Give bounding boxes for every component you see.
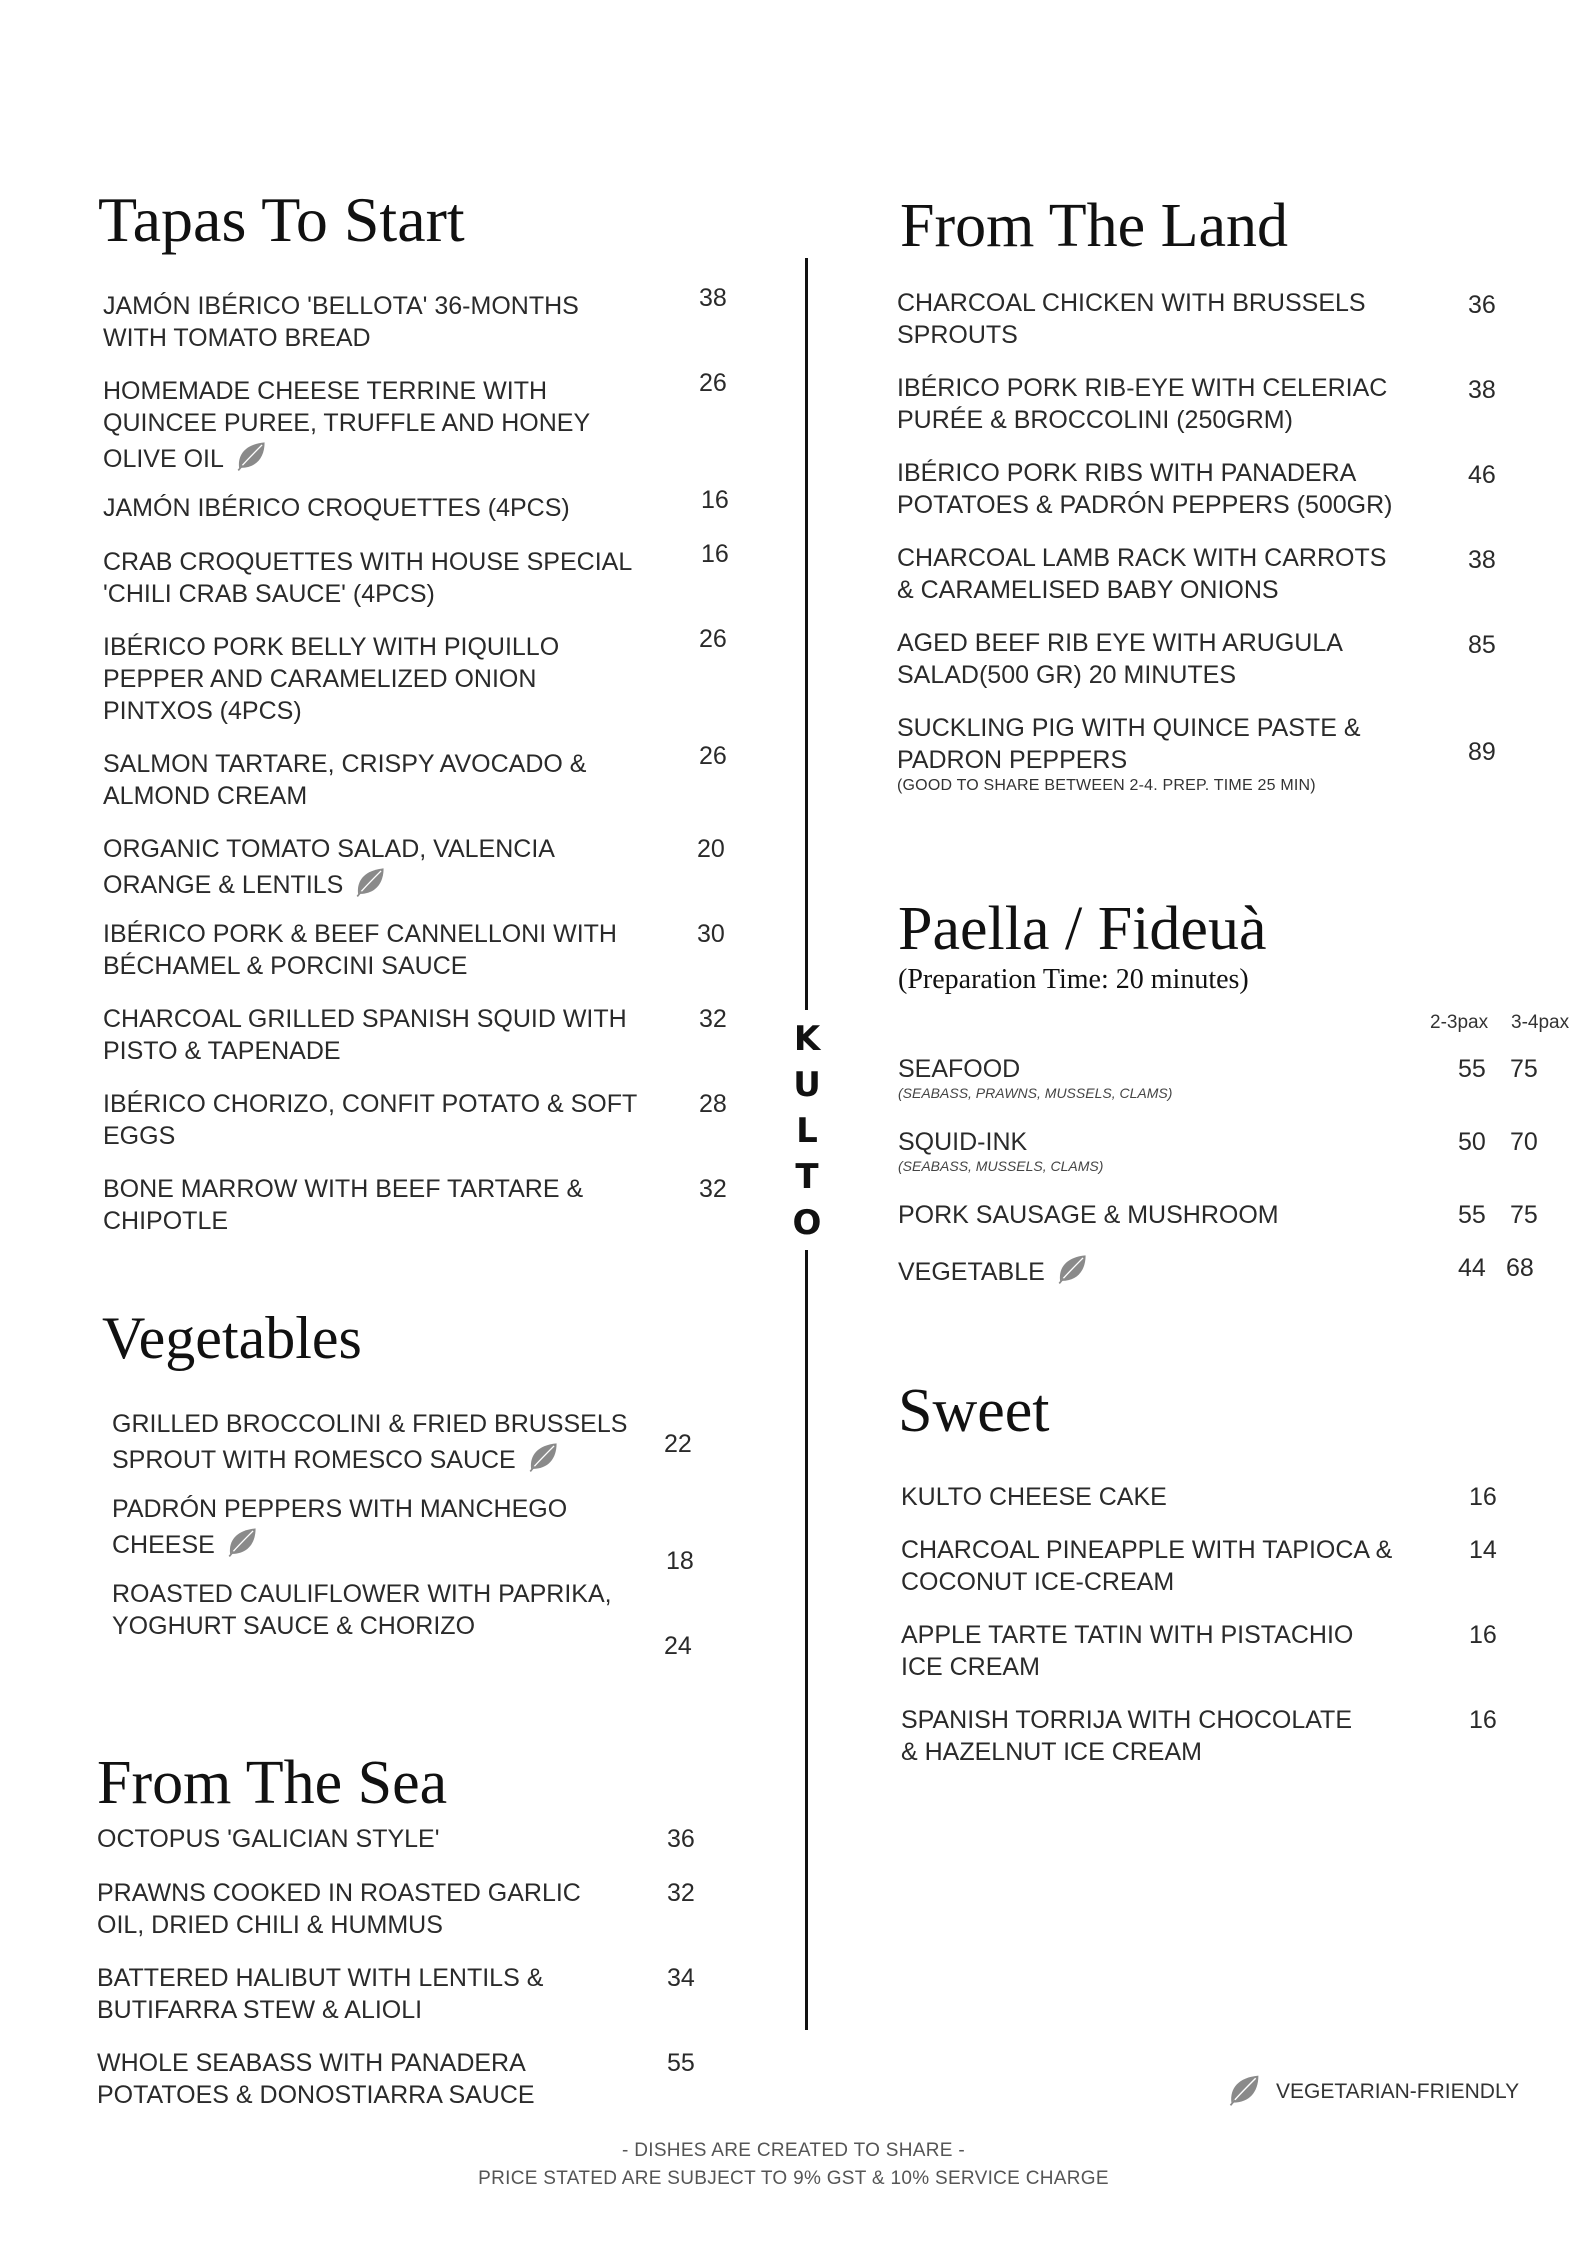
item-name: IBÉRICO PORK RIB-EYE WITH CELERIAC [897,374,1388,402]
brand-letter: L [796,1111,818,1151]
item-name: 'CHILI CRAB SAUCE' (4PCS) [103,580,435,608]
footer-price-note: PRICE STATED ARE SUBJECT TO 9% GST & 10% SERVICE CHARGE [478,2168,1109,2189]
leaf-icon [234,439,268,473]
item-name: JAMÓN IBÉRICO CROQUETTES (4PCS) [103,494,570,522]
item-price: 34 [667,1964,695,1992]
tapas-list [103,284,733,1250]
leaf-icon [225,1525,259,1559]
item-name: GRILLED BROCCOLINI & FRIED BRUSSELS [112,1410,628,1438]
brand-letter: O [792,1203,822,1243]
item-name: VEGETABLE [898,1258,1045,1286]
item-name: QUINCEE PUREE, TRUFFLE AND HONEY [103,409,591,437]
item-name: SPANISH TORRIJA WITH CHOCOLATE [901,1706,1352,1734]
item-subtitle: (SEABASS, MUSSELS, CLAMS) [898,1158,1104,1174]
leaf-icon [353,865,387,899]
item-name: POTATOES & PADRÓN PEPPERS (500GR) [897,491,1393,519]
item-price: 16 [1469,1706,1497,1734]
item-price: 16 [701,486,729,514]
item-name: SUCKLING PIG WITH QUINCE PASTE & [897,714,1361,742]
item-name: PINTXOS (4PCS) [103,697,302,725]
item-price: 30 [697,920,725,948]
item-price: 26 [699,369,727,397]
item-name: OIL, DRIED CHILI & HUMMUS [97,1911,443,1939]
item-price: 24 [664,1632,692,1660]
item-price: 16 [1469,1621,1497,1649]
item-name: SEAFOOD [898,1055,1021,1083]
item-name: SPROUT WITH ROMESCO SAUCE [112,1446,516,1474]
brand-letter: K [793,1019,821,1059]
tapas-title: Tapas To Start [98,184,465,255]
vegetables-list [112,1408,712,1660]
item-name: AGED BEEF RIB EYE WITH ARUGULA [897,629,1343,657]
item-price: 14 [1469,1536,1497,1564]
item-name: ALMOND CREAM [103,782,308,810]
item-name: PADRÓN PEPPERS WITH MANCHEGO [112,1495,568,1523]
item-name: CHARCOAL PINEAPPLE WITH TAPIOCA & [901,1536,1393,1564]
item-price: 38 [699,284,727,312]
item-name: IBÉRICO PORK BELLY WITH PIQUILLO [103,633,560,661]
item-name: ORGANIC TOMATO SALAD, VALENCIA [103,835,555,863]
item-price: 55 [667,2049,695,2077]
sea-list [97,1823,717,2123]
item-name: YOGHURT SAUCE & CHORIZO [112,1612,476,1640]
item-name: ICE CREAM [901,1653,1040,1681]
brand-letter: T [795,1157,819,1197]
item-name: SPROUTS [897,321,1018,349]
item-name: BONE MARROW WITH BEEF TARTARE & [103,1175,584,1203]
item-name: PEPPER AND CARAMELIZED ONION [103,665,537,693]
item-name: & HAZELNUT ICE CREAM [901,1738,1202,1766]
item-price: 28 [699,1090,727,1118]
item-note: (GOOD TO SHARE BETWEEN 2-4. PREP. TIME 25 MIN) [897,777,1316,794]
item-name: CHARCOAL GRILLED SPANISH SQUID WITH [103,1005,627,1033]
item-name: CHARCOAL LAMB RACK WITH CARROTS [897,544,1387,572]
item-name: EGGS [103,1122,176,1150]
item-price: 46 [1468,461,1496,489]
paella-subtitle: (Preparation Time: 20 minutes) [898,964,1249,995]
item-name: PRAWNS COOKED IN ROASTED GARLIC [97,1879,581,1907]
item-name: PISTO & TAPENADE [103,1037,341,1065]
sea-title: From The Sea [97,1749,448,1817]
item-price: 85 [1468,631,1496,659]
item-name: BÉCHAMEL & PORCINI SAUCE [103,952,468,980]
price-large: 75 [1510,1201,1538,1229]
price-small: 55 [1458,1201,1486,1229]
item-name: PURÉE & BROCCOLINI (250GRM) [897,406,1293,434]
item-name: SQUID-INK [898,1128,1028,1156]
sweet-title: Sweet [898,1377,1050,1445]
item-price: 32 [699,1175,727,1203]
item-name: SALMON TARTARE, CRISPY AVOCADO & [103,750,587,778]
item-name: KULTO CHEESE CAKE [901,1483,1167,1511]
price-small: 50 [1458,1128,1486,1156]
item-name: IBÉRICO PORK & BEEF CANNELLONI WITH [103,920,617,948]
item-price: 32 [699,1005,727,1033]
paella-title: Paella / Fideuà [898,895,1267,963]
item-price: 18 [666,1547,694,1575]
item-name: ROASTED CAULIFLOWER WITH PAPRIKA, [112,1580,612,1608]
vegetables-title: Vegetables [102,1305,362,1371]
item-price: 16 [701,540,729,568]
leaf-icon [1055,1252,1089,1286]
pax-small-header: 2-3pax [1430,1012,1489,1033]
item-name: SALAD(500 GR) 20 MINUTES [897,661,1236,689]
item-price: 22 [664,1430,692,1458]
item-name: HOMEMADE CHEESE TERRINE WITH [103,377,548,405]
item-name: CHARCOAL CHICKEN WITH BRUSSELS [897,289,1366,317]
item-name: IBÉRICO PORK RIBS WITH PANADERA [897,459,1357,487]
item-price: 26 [699,625,727,653]
brand-vertical [790,1016,824,1246]
item-price: 36 [1468,291,1496,319]
item-name: BATTERED HALIBUT WITH LENTILS & [97,1964,544,1992]
price-large: 68 [1506,1254,1534,1282]
sweet-list [901,1481,1501,1781]
item-name: COCONUT ICE-CREAM [901,1568,1175,1596]
price-small: 44 [1458,1254,1486,1282]
divider-top [805,258,808,1010]
item-name: CHEESE [112,1531,215,1559]
legend-label: VEGETARIAN-FRIENDLY [1276,2080,1520,2103]
land-title: From The Land [900,192,1289,260]
price-large: 75 [1510,1055,1538,1083]
item-name: & CARAMELISED BABY ONIONS [897,576,1279,604]
land-list [897,287,1517,807]
item-name: CHIPOTLE [103,1207,229,1235]
item-price: 16 [1469,1483,1497,1511]
brand-letter: U [793,1065,821,1105]
item-price: 89 [1468,738,1496,766]
footer-share-note: - DISHES ARE CREATED TO SHARE - [622,2140,965,2161]
item-name: BUTIFARRA STEW & ALIOLI [97,1996,423,2024]
item-name: IBÉRICO CHORIZO, CONFIT POTATO & SOFT [103,1090,638,1118]
item-name: JAMÓN IBÉRICO 'BELLOTA' 36-MONTHS [103,292,579,320]
item-subtitle: (SEABASS, PRAWNS, MUSSELS, CLAMS) [898,1085,1173,1101]
item-price: 32 [667,1879,695,1907]
item-name: POTATOES & DONOSTIARRA SAUCE [97,2081,535,2109]
paella-list [898,1053,1538,1293]
item-name: WITH TOMATO BREAD [103,324,371,352]
price-small: 55 [1458,1055,1486,1083]
item-price: 26 [699,742,727,770]
item-price: 20 [697,835,725,863]
item-price: 38 [1468,376,1496,404]
item-price: 38 [1468,546,1496,574]
item-name: WHOLE SEABASS WITH PANADERA [97,2049,526,2077]
divider-bottom [805,1250,808,2030]
item-name: PADRON PEPPERS [897,746,1128,774]
leaf-icon [526,1440,560,1474]
item-price: 36 [667,1825,695,1853]
item-name: CRAB CROQUETTES WITH HOUSE SPECIAL [103,548,633,576]
pax-large-header: 3-4pax [1511,1012,1570,1033]
item-name: PORK SAUSAGE & MUSHROOM [898,1201,1279,1229]
item-name: OCTOPUS 'GALICIAN STYLE' [97,1825,440,1853]
item-name: APPLE TARTE TATIN WITH PISTACHIO [901,1621,1354,1649]
leaf-icon [1226,2072,1262,2108]
item-name: OLIVE OIL [103,445,224,473]
item-name: ORANGE & LENTILS [103,871,344,899]
price-large: 70 [1510,1128,1538,1156]
